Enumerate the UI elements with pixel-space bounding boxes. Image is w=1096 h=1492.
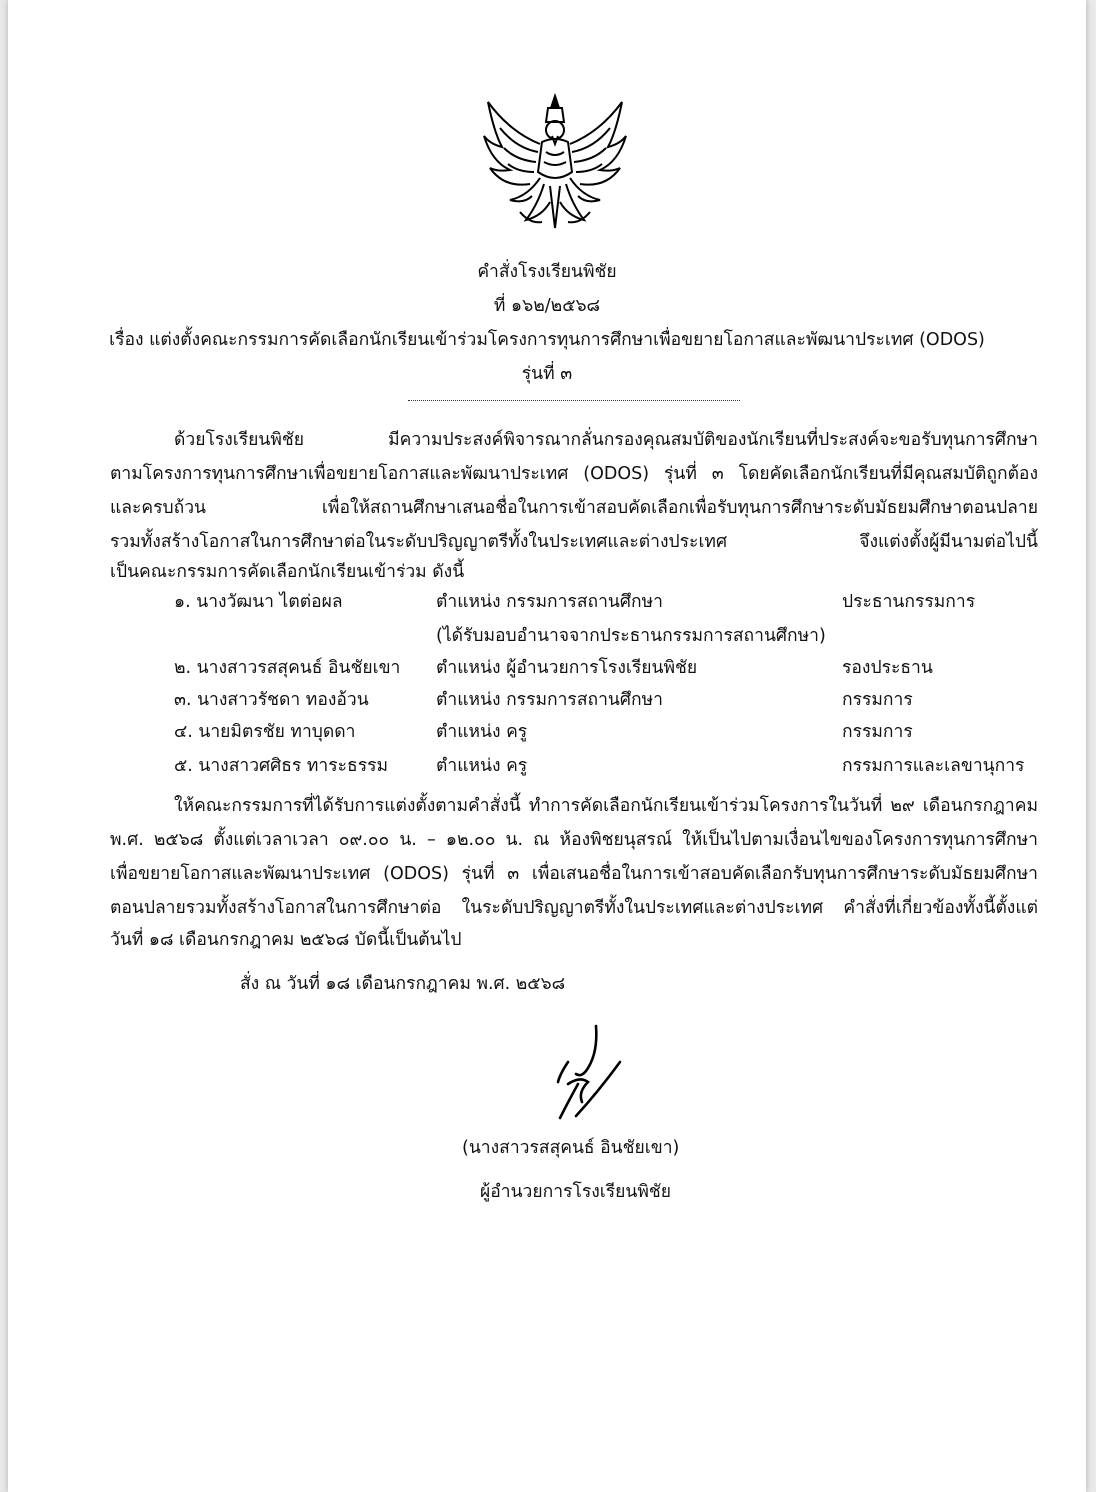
intro-line: ตามโครงการทุนการศึกษาเพื่อขยายโอกาสและพัฒนาประเทศ (ODOS) รุ่นที่ ๓ โดยคัดเลือกนักเรียนที่มีคุณสมบัติถูกต้อง <box>110 464 1038 484</box>
intro-line: รวมทั้งสร้างโอกาสในการศึกษาต่อในระดับปริญญาตรีทั้งในประเทศและต่างประเทศ จึงแต่งตั้งผู้มีนามต่อไปนี้ <box>110 532 1038 552</box>
member-role: ประธานกรรมการ <box>842 592 976 612</box>
member-name: ๓. นางสาวรัชดา ทองอ้วน <box>174 690 369 710</box>
intro-line: ด้วยโรงเรียนพิชัย มีความประสงค์พิจารณากลั่นกรองคุณสมบัติของนักเรียนที่ประสงค์จะขอรับทุนการศึกษา <box>174 430 1038 450</box>
instruction-line: ตอนปลายรวมทั้งสร้างโอกาสในการศึกษาต่อ ในระดับปริญญาตรีทั้งในประเทศและต่างประเทศ คำสั่งที่เกี่ยวข้องทั้งนี้ตั้งแต่ <box>110 898 1038 918</box>
member-role: รองประธาน <box>842 658 933 678</box>
member-position: ตำแหน่ง ครู <box>436 756 528 776</box>
intro-line: และครบถ้วน เพื่อให้สถานศึกษาเสนอชื่อในการเข้าสอบคัดเลือกเพื่อรับทุนการศึกษาระดับมัธยมศึกษาตอนปลาย <box>110 498 1038 518</box>
member-role: กรรมการและเลขานุการ <box>842 756 1025 776</box>
member-note: (ได้รับมอบอำนาจจากประธานกรรมการสถานศึกษา) <box>436 626 826 646</box>
member-position: ตำแหน่ง ผู้อำนวยการโรงเรียนพิชัย <box>436 658 698 678</box>
document-page <box>8 0 1086 1492</box>
instruction-line: พ.ศ. ๒๕๖๘ ตั้งแต่เวลาเวลา ๐๙.๐๐ น. – ๑๒.๐๐ น. ณ ห้องพิชยนุสรณ์ ให้เป็นไปตามเงื่อนไขของโครงการทุนการศึกษา <box>110 830 1038 850</box>
member-name: ๕. นางสาวศศิธร ทาระธรรม <box>174 756 389 776</box>
member-name: ๔. นายมิตรชัย ทาบุดดา <box>174 722 356 742</box>
instruction-line: วันที่ ๑๘ เดือนกรกฎาคม ๒๕๖๘ บัดนี้เป็นต้นไป <box>110 930 462 950</box>
garuda-emblem-icon <box>480 92 630 232</box>
order-subject-line2: รุ่นที่ ๓ <box>521 364 573 384</box>
instruction-line: ให้คณะกรรมการที่ได้รับการแต่งตั้งตามคำสั่งนี้ ทำการคัดเลือกนักเรียนเข้าร่วมโครงการในวันที่ ๒๙ เดือนกรกฎาคม <box>174 796 1038 816</box>
member-role: กรรมการ <box>842 722 913 742</box>
instruction-line: เพื่อขยายโอกาสและพัฒนาประเทศ (ODOS) รุ่นที่ ๓ เพื่อเสนอชื่อในการเข้าสอบคัดเลือกรับทุนการศึกษาระดับมัธยมศึกษา <box>110 864 1038 884</box>
member-role: กรรมการ <box>842 690 913 710</box>
member-name: ๒. นางสาวรสสุคนธ์ อินชัยเขา <box>174 658 401 678</box>
signatory-title: ผู้อำนวยการโรงเรียนพิชัย <box>480 1182 672 1202</box>
signature-icon <box>538 1022 628 1132</box>
member-position: ตำแหน่ง กรรมการสถานศึกษา <box>436 592 663 612</box>
order-title: คำสั่งโรงเรียนพิชัย <box>477 262 617 282</box>
member-position: ตำแหน่ง กรรมการสถานศึกษา <box>436 690 663 710</box>
order-subject: เรื่อง แต่งตั้งคณะกรรมการคัดเลือกนักเรียนเข้าร่วมโครงการทุนการศึกษาเพื่อขยายโอกาสและพัฒนาประเทศ (ODOS) <box>109 330 985 350</box>
intro-line: เป็นคณะกรรมการคัดเลือกนักเรียนเข้าร่วม ดังนี้ <box>110 562 465 582</box>
order-number: ที่ ๑๖๒/๒๕๖๘ <box>493 296 601 316</box>
signatory-name: (นางสาวรสสุคนธ์ อินชัยเขา) <box>462 1138 680 1158</box>
member-position: ตำแหน่ง ครู <box>436 722 528 742</box>
member-name: ๑. นางวัฒนา ไตต่อผล <box>174 592 343 612</box>
order-date: สั่ง ณ วันที่ ๑๘ เดือนกรกฎาคม พ.ศ. ๒๕๖๘ <box>240 974 566 994</box>
dotted-divider <box>408 400 740 401</box>
